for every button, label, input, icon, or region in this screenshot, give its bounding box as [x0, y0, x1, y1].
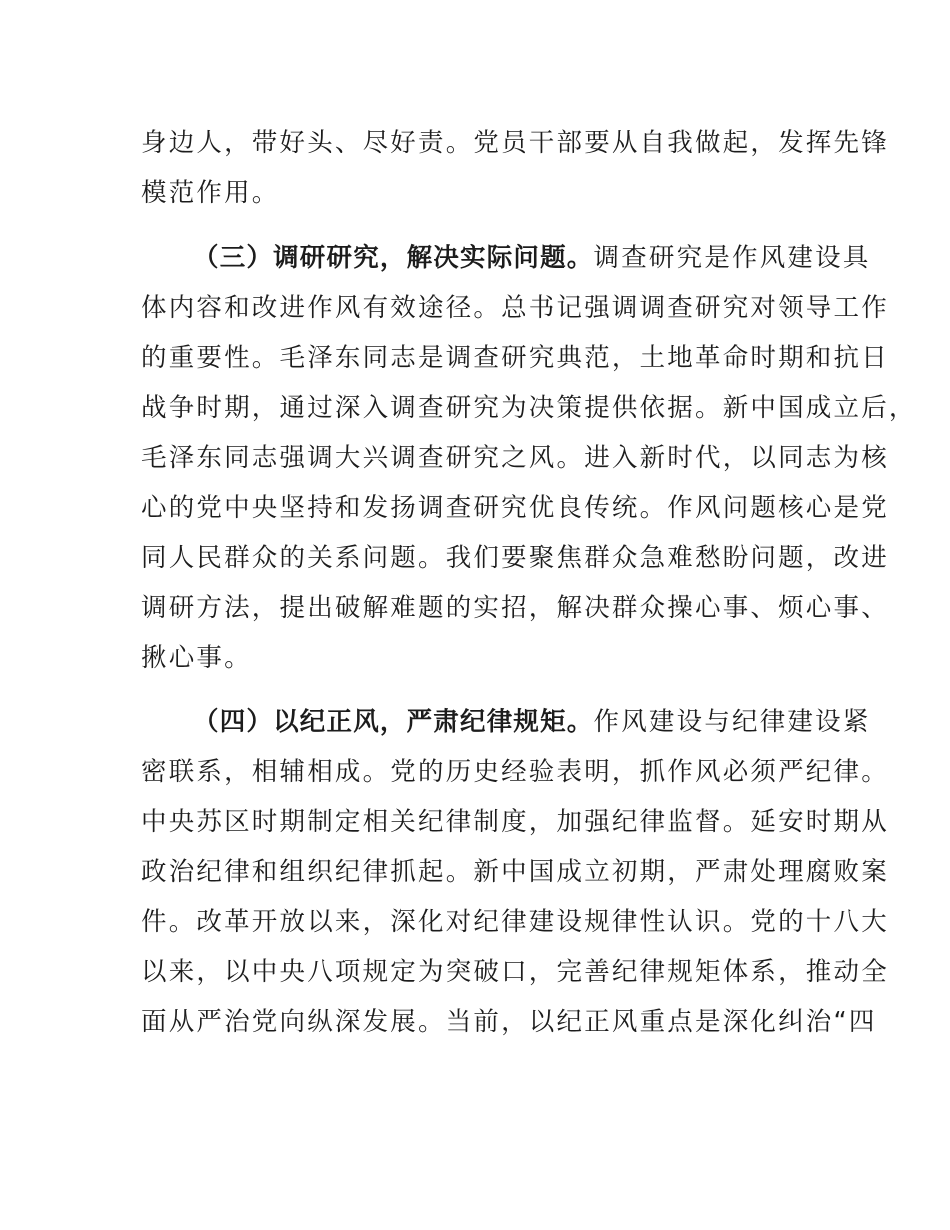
text-line: 的重要性。毛泽东同志是调查研究典范，土地革命时期和抗日 — [141, 343, 889, 373]
text-span: 调查研究是作风建设具 — [593, 243, 871, 273]
text-line: 体内容和改进作风有效途径。总书记强调调查研究对领导工作 — [141, 293, 889, 323]
text-span: 作风建设与纪律建设紧 — [593, 707, 871, 737]
text-line: 模范作用。 — [141, 178, 280, 208]
text-line: 政治纪律和组织纪律抓起。新中国成立初期，严肃处理腐败案 — [141, 857, 889, 887]
text-line: 中央苏区时期制定相关纪律制度，加强纪律监督。延安时期从 — [141, 807, 889, 837]
section-heading: （四）以纪正风，严肃纪律规矩。 — [193, 707, 594, 737]
text-line: 密联系，相辅相成。党的历史经验表明，抓作风必须严纪律。 — [141, 757, 889, 787]
text-line: 战争时期，通过深入调查研究为决策提供依据。新中国成立后， — [141, 393, 917, 423]
paragraph-first-line — [193, 243, 871, 273]
text-line: 同人民群众的关系问题。我们要聚焦群众急难愁盼问题，改进 — [141, 543, 889, 573]
text-line: 身边人，带好头、尽好责。党员干部要从自我做起，发挥先锋 — [141, 128, 889, 158]
text-line: 以来，以中央八项规定为突破口，完善纪律规矩体系，推动全 — [141, 957, 889, 987]
section-heading: （三）调研研究，解决实际问题。 — [193, 243, 594, 273]
text-line: 毛泽东同志强调大兴调查研究之风。进入新时代，以同志为核 — [141, 443, 889, 473]
text-line: 心的党中央坚持和发扬调查研究优良传统。作风问题核心是党 — [141, 493, 889, 523]
text-line: 调研方法，提出破解难题的实招，解决群众操心事、烦心事、 — [141, 593, 889, 623]
paragraph-first-line — [193, 707, 871, 737]
text-line: 面从严治党向纵深发展。当前，以纪正风重点是深化纠治“四 — [141, 1007, 877, 1037]
text-line: 揪心事。 — [141, 643, 252, 673]
text-line: 件。改革开放以来，深化对纪律建设规律性认识。党的十八大 — [141, 907, 889, 937]
